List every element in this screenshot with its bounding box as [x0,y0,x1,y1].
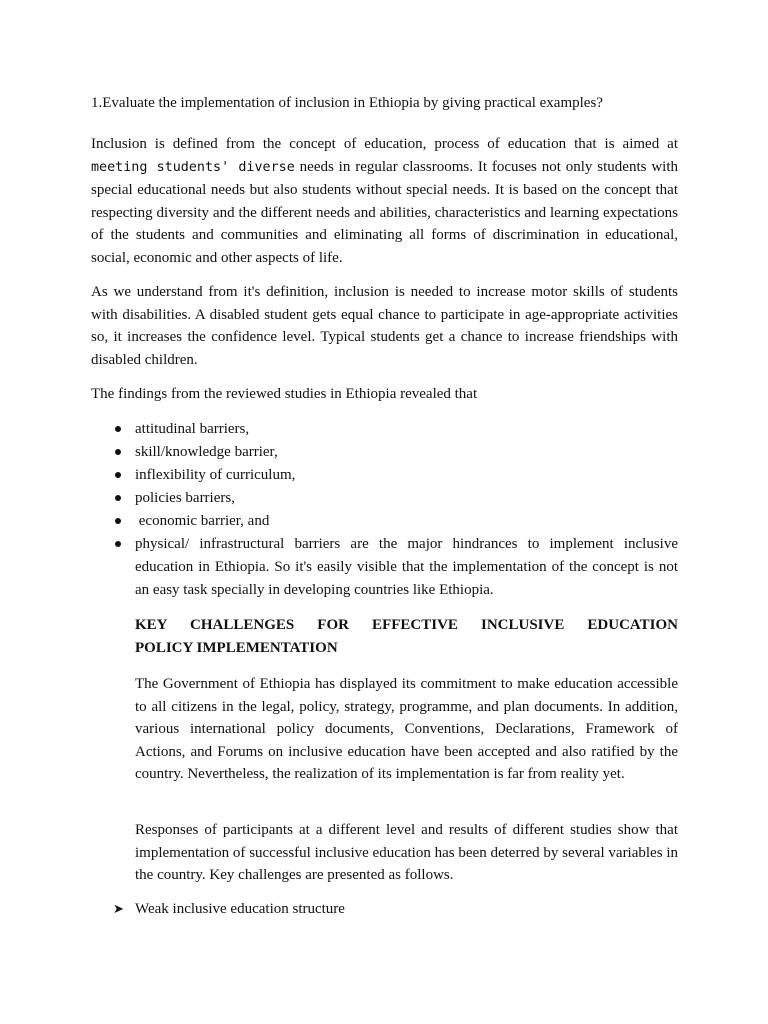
list-item-text: economic barrier, and [135,513,270,529]
section-heading-line1: KEY CHALLENGES FOR EFFECTIVE INCLUSIVE EDUCATION [135,617,678,633]
list-item-text: policies barriers, [135,490,235,506]
bullet-dot-icon [115,426,121,432]
list-item-text: skill/knowledge barrier, [135,444,278,460]
arrow-list-item-text: Weak inclusive education structure [135,901,345,917]
bullet-dot-icon [115,495,121,501]
barriers-list [91,418,678,602]
list-item [91,418,678,441]
list-item [91,487,678,510]
bullet-dot-icon [115,472,121,478]
list-item [91,464,678,487]
arrow-bullet-icon: ➤ [113,902,124,917]
list-item-text: attitudinal barriers, [135,421,250,437]
list-item [91,533,678,602]
bullet-dot-icon [115,541,121,547]
list-item-text: physical/ infrastructural barriers are the major hindrances to implement inclusive education in Ethiopia. So it's easily visible that the implementation of the concept is not an easy task specially in developing countries like Ethiopia. [135,536,678,598]
paragraph-inclusion-lead: Inclusion is defined from the concept of education, process of education that is aimed at [91,136,678,152]
question-heading: 1.Evaluate the implementation of inclusion in Ethiopia by giving practical examples? [91,95,603,111]
paragraph-inclusion-definition [91,133,678,270]
arrow-list-item [113,898,345,921]
paragraph-inclusion-mono-phrase: meeting students' diverse [91,159,295,175]
list-item-text: inflexibility of curriculum, [135,467,296,483]
paragraph-inclusion-rest: needs in regular classrooms. It focuses not only students with special educational needs but also students without special needs. It is based on the concept that respecting diversity and the different needs and abilities, characteristics and learning expectations of the students and communities and eliminating all forms of discrimination in educational, social, economic and other aspects of life. [91,158,679,266]
section-heading [135,614,678,660]
list-item [91,441,678,464]
paragraph-government-commitment: The Government of Ethiopia has displayed its commitment to make education accessible to all citizens in the legal, policy, strategy, programme, and plan documents. In addition, various international policy documents, Conventions, Declarations, Framework of Actions, and Forums on inclusive education have been accepted and also ratified by the country. Nevertheless, the realization of its implementation is far from reality yet. [135,676,678,783]
list-item [91,510,678,533]
paragraph-findings-intro: The findings from the reviewed studies in Ethiopia revealed that [91,386,478,402]
paragraph-key-challenges-intro: Responses of participants at a different level and results of different studies show that implementation of successful inclusive education has been deterred by several variables in the country. Key challenges are presented as follows. [135,822,678,884]
paragraph-inclusion-benefits: As we understand from it's definition, inclusion is needed to increase motor skills of students with disabilities. A disabled student gets equal chance to participate in age-appropriate activities so, it increases the confidence level. Typical students get a chance to increase friendships with disabled children. [91,284,678,368]
bullet-dot-icon [115,518,121,524]
section-heading-line2: POLICY IMPLEMENTATION [135,640,338,656]
bullet-dot-icon [115,449,121,455]
